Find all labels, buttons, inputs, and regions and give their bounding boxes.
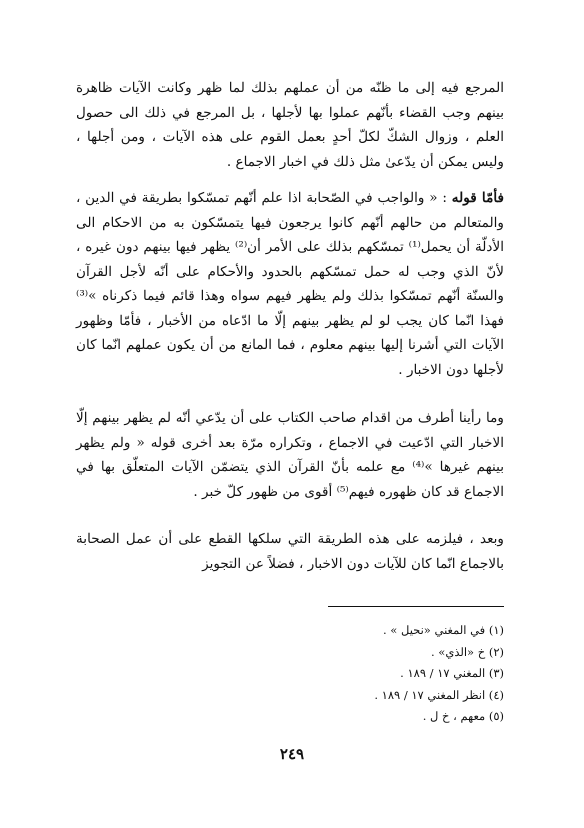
footnote-3: (٣) المغني ١٧ / ١٨٩ .	[400, 666, 504, 680]
paragraph-3	[76, 406, 504, 504]
paragraph-2-lead: فأمّا قوله	[451, 190, 504, 206]
paragraph-1	[76, 76, 504, 174]
footnote-2: (٢) خ «الذي» .	[430, 644, 504, 659]
footnotes	[150, 620, 504, 728]
paragraph-2	[76, 186, 504, 382]
footnote-1: (١) في المغني «نحيل » .	[382, 623, 504, 637]
paragraph-3-text: وما رأينا أطرف من اقدام صاحب الكتاب على أن يدّعي أنّه لم يظهر بينهم إلّا الاخبار التي ادّعيت في الاجماع ، وتكراره مرّة بعد أخرى قوله « ولم يظهر بينهم غيرها »⁽⁴⁾ مع علمه بأنّ القرآن الذي يتضمّن الآيات المتعلّق بها في الاجماع قد كان ظهوره فيهم⁽⁵⁾ أقوى من ظهور كلّ خبر .	[76, 410, 504, 500]
paragraph-4	[76, 527, 504, 576]
footnote-5: (٥) معهم ، خ ل .	[422, 709, 504, 723]
footnote-4: (٤) انظر المغني ١٧ / ١٨٩ .	[374, 687, 504, 702]
page-number: ٢٤٩	[279, 745, 305, 763]
paragraph-4-text: وبعد ، فيلزمه على هذه الطريقة التي سلكها القطع على أن عمل الصحابة بالاجماع انّما كان للآيات دون الاخبار ، فضلاً عن التجويز	[76, 531, 504, 572]
paragraph-2-text: : « والواجب في الصّحابة اذا علم أنّهم تمسّكوا بطريقة في الدين ، والمتعالم من حالهم أنّهم كانوا يرجعون فيها يتمسّكون به من الاحكام الى الأدلّة أن يحمل⁽¹⁾ تمسّكهم بذلك على الأمر أن⁽²⁾ يظهر فيها بينهم دون غيره ، لأنّ الذي وجب له حمل تمسّكهم بالحدود والأحكام على أنّه لأجل القرآن والسنّة أنّهم تمسّكوا بذلك ولم يظهر فيهم سواه وهذا قائم فيما ذكرناه »⁽³⁾ فهذا انّما كان يجب لو لم يظهر بينهم إلّا ما ادّعاه من الأخبار ، فأمّا وظهور الآيات التي أشرنا إليها بينهم معلوم ، فما المانع من أن يكون عملهم انّما كان لأجلها دون الاخبار .	[76, 190, 504, 378]
footnote-divider	[328, 606, 504, 607]
paragraph-1-text: المرجع فيه إلى ما ظنّه من أن عملهم بذلك لما ظهر وكانت الآيات ظاهرة بينهم وجب القضاء بأنّهم عملوا بها لأجلها ، بل المرجع في ذلك الى حصول العلم ، وزوال الشكّ لكلّ أحدٍ بعمل القوم على هذه الآيات ، ومن أجلها ، وليس يمكن أن يدّعىٰ مثل ذلك في اخبار الاجماع .	[76, 80, 504, 170]
